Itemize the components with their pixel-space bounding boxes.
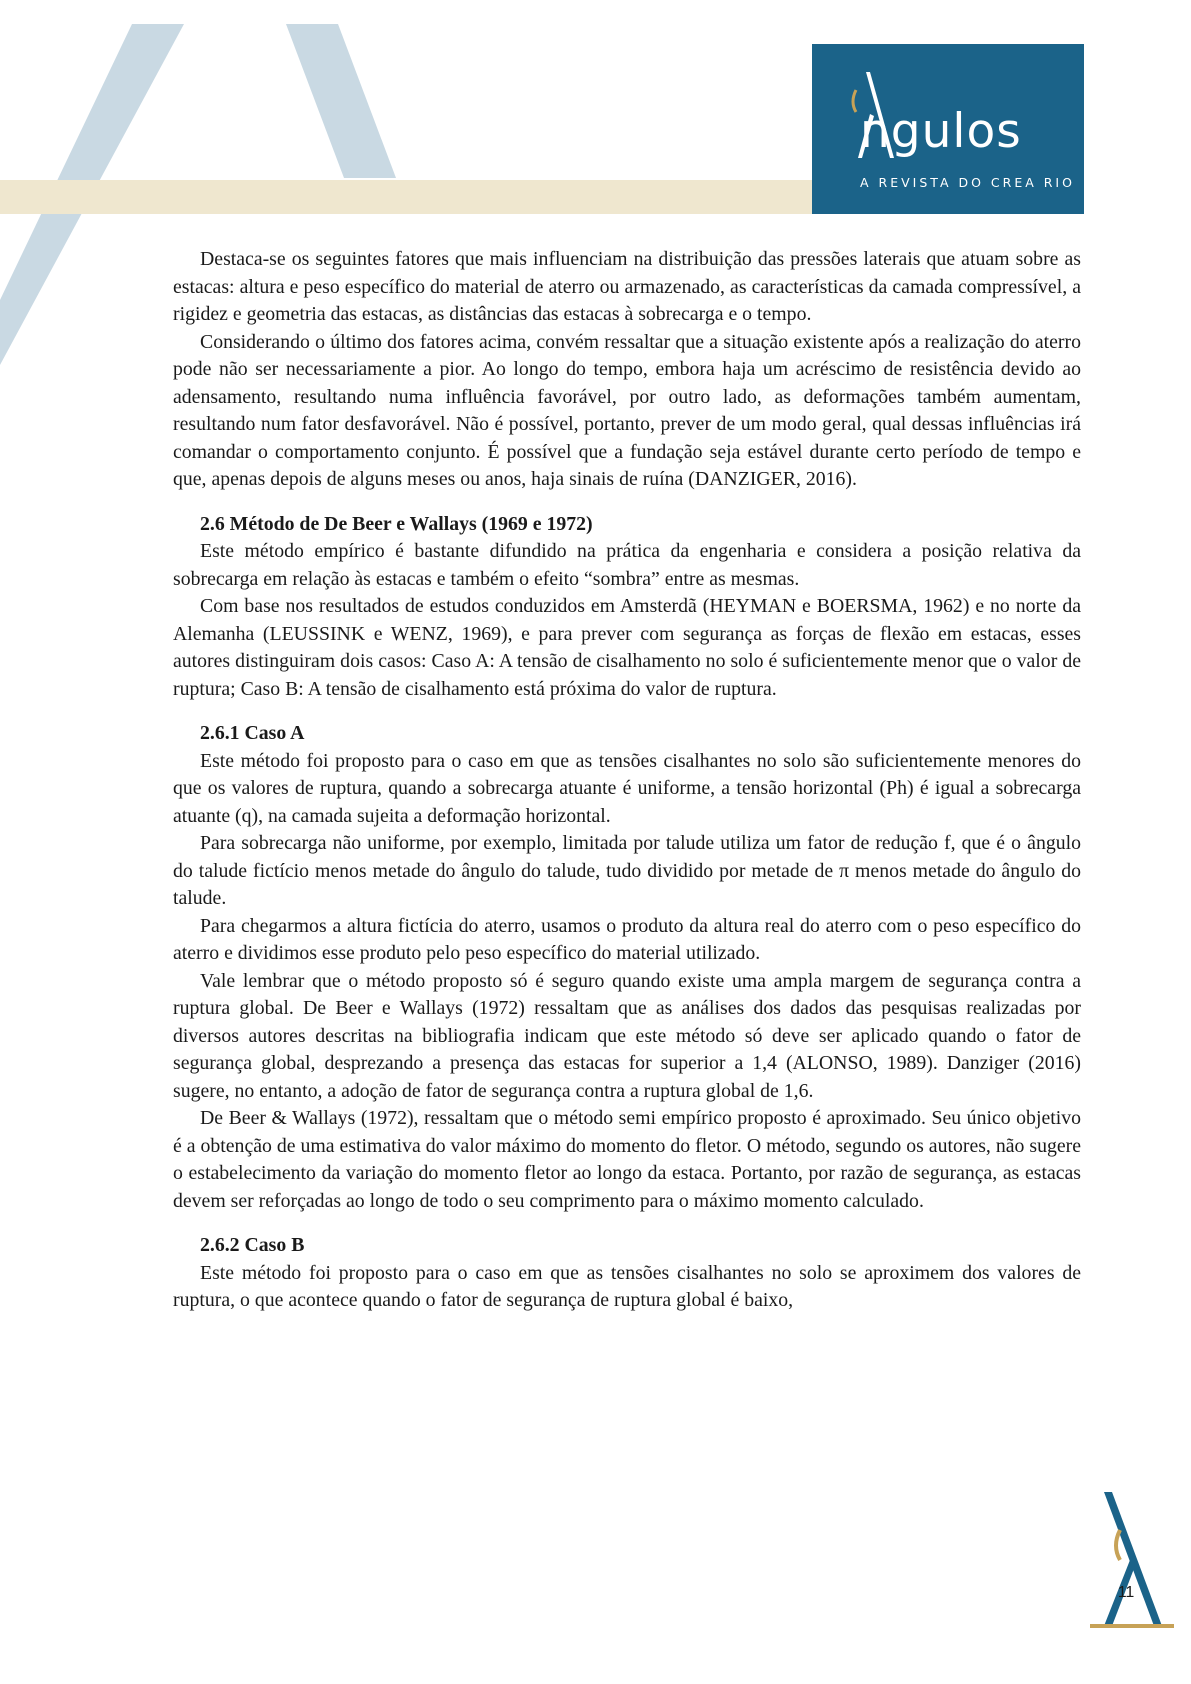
paragraph: Com base nos resultados de estudos conduzidos em Amsterdã (HEYMAN e BOERSMA, 1962) e no norte da Alemanha (LEUSSINK e WENZ, 1969), e para prever com segurança as forças de flexão em estacas, esses autores distinguiram dois casos: Caso A: A tensão de cisalhamento no solo é suficientemente menor que o valor de ruptura; Caso B: A tensão de cisalhamento está próxima do valor de ruptura.: [173, 595, 1081, 700]
section-heading: 2.6.2 Caso B: [200, 1234, 305, 1256]
paragraph: Considerando o último dos fatores acima, convém ressaltar que a situação existente após a realização do aterro pode não ser necessariamente a pior. Ao longo do tempo, embora haja um acréscimo de resistência devido ao adensamento, resultando numa influência favorável, por outro lado, as deformações também aumentam, resultando num fator desfavorável. Não é possível, portanto, prever de um modo geral, qual dessas influências irá comandar o comportamento conjunto. É possível que a fundação seja estável durante certo período de tempo e que, apenas depois de alguns meses ou anos, haja sinais de ruína (DANZIGER, 2016).: [173, 330, 1081, 490]
paragraph: Para sobrecarga não uniforme, por exemplo, limitada por talude utiliza um fator de redução f, que é o ângulo do talude fictício menos metade do ângulo do talude, tudo dividido por metade de π menos metade do ângulo do talude.: [173, 832, 1081, 909]
logo-subtitle: A REVISTA DO CREA RIO: [860, 175, 1075, 190]
page-number: 11: [1117, 1584, 1135, 1601]
article-body: [173, 246, 1081, 1315]
section-heading: 2.6.1 Caso A: [200, 722, 305, 744]
section-heading: 2.6 Método de De Beer e Wallays (1969 e 1972): [200, 512, 593, 535]
paragraph: Destaca-se os seguintes fatores que mais influenciam na distribuição das pressões laterais que atuam sobre as estacas: altura e peso específico do material de aterro ou armazenado, as características da camada compressível, a rigidez e geometria das estacas, as distâncias das estacas à sobrecarga e o tempo.: [173, 248, 1081, 325]
paragraph: Este método foi proposto para o caso em que as tensões cisalhantes no solo se aproximem dos valores de ruptura, o que acontece quando o fator de segurança de ruptura global é baixo,: [173, 1261, 1081, 1311]
paragraph: De Beer & Wallays (1972), ressaltam que o método semi empírico proposto é aproximado. Seu único objetivo é a obtenção de uma estimativa do valor máximo do momento do fletor. O método, segundo os autores, não sugere o estabelecimento da variação do momento fletor ao longo da estaca. Portanto, por razão de segurança, as estacas devem ser reforçadas ao longo de todo o seu comprimento para o máximo momento calculado.: [173, 1107, 1081, 1212]
paragraph: Este método empírico é bastante difundido na prática da engenharia e considera a posição relativa da sobrecarga em relação às estacas e também o efeito “sombra” entre as mesmas.: [173, 540, 1081, 590]
angulos-logo: [812, 44, 1084, 214]
paragraph: Este método foi proposto para o caso em que as tensões cisalhantes no solo são suficientemente menores do que os valores de ruptura, quando a sobrecarga atuante é uniforme, a tensão horizontal (Ph) é igual a sobrecarga atuante (q), na camada sujeita a deformação horizontal.: [173, 749, 1081, 827]
paragraph: Vale lembrar que o método proposto só é seguro quando existe uma ampla margem de segurança contra a ruptura global. De Beer e Wallays (1972) ressaltam que as análises dos dados das pesquisas realizadas por diversos autores descritas na bibliografia indicam que este método só deve ser aplicado quando o fator de segurança global, desprezando a presença das estacas for superior a 1,4 (ALONSO, 1989). Danziger (2016) sugere, no entanto, a adoção de fator de segurança contra a ruptura global de 1,6.: [173, 969, 1081, 1102]
paragraph: Para chegarmos a altura fictícia do aterro, usamos o produto da altura real do aterro com o peso específico do aterro e dividimos esse produto pelo peso específico do material utilizado.: [173, 914, 1081, 964]
footer-lambda-icon: [1090, 1488, 1174, 1638]
logo-wordmark: ngulos: [860, 104, 1022, 159]
